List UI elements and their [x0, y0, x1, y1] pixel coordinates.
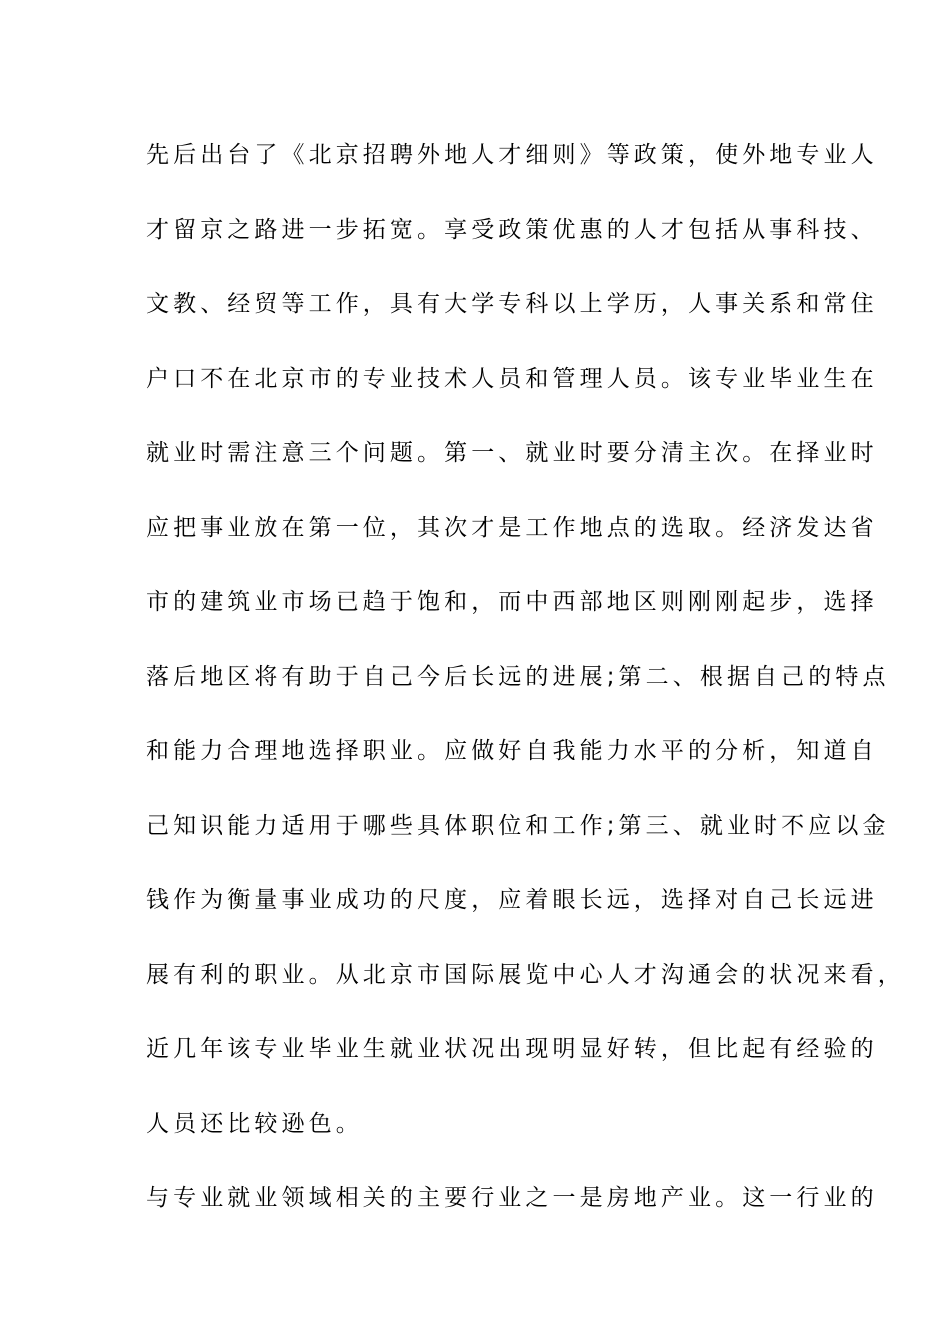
- text-line-11: 钱作为衡量事业成功的尺度，应着眼长远，选择对自己长远进: [146, 887, 878, 913]
- text-line-15: 与专业就业领域相关的主要行业之一是房地产业。这一行业的: [146, 1185, 878, 1211]
- text-line-7: 市的建筑业市场已趋于饱和，而中西部地区则刚刚起步，选择: [146, 589, 878, 615]
- text-line-6: 应把事业放在第一位，其次才是工作地点的选取。经济发达省: [146, 514, 878, 541]
- text-line-8: 落后地区将有助于自己今后长远的进展;第二、根据自己的特点: [146, 663, 890, 690]
- text-line-14: 人员还比较逊色。: [146, 1110, 363, 1137]
- text-line-10: 己知识能力适用于哪些具体职位和工作;第三、就业时不应以金: [146, 812, 890, 839]
- text-line-4: 户口不在北京市的专业技术人员和管理人员。该专业毕业生在: [146, 365, 878, 392]
- text-line-5: 就业时需注意三个问题。第一、就业时要分清主次。在择业时: [146, 440, 878, 466]
- body-text: [146, 130, 905, 1248]
- text-line-13: 近几年该专业毕业生就业状况出现明显好转，但比起有经验的: [146, 1036, 878, 1062]
- text-line-9: 和能力合理地选择职业。应做好自我能力水平的分析，知道自: [146, 738, 878, 764]
- text-line-3: 文教、经贸等工作，具有大学专科以上学历，人事关系和常住: [146, 291, 878, 317]
- text-line-12: 展有利的职业。从北京市国际展览中心人才沟通会的状况来看，: [146, 961, 905, 988]
- text-line-1: 先后出台了《北京招聘外地人才细则》等政策，使外地专业人: [146, 142, 878, 168]
- text-line-2: 才留京之路进一步拓宽。享受政策优惠的人才包括从事科技、: [146, 216, 878, 243]
